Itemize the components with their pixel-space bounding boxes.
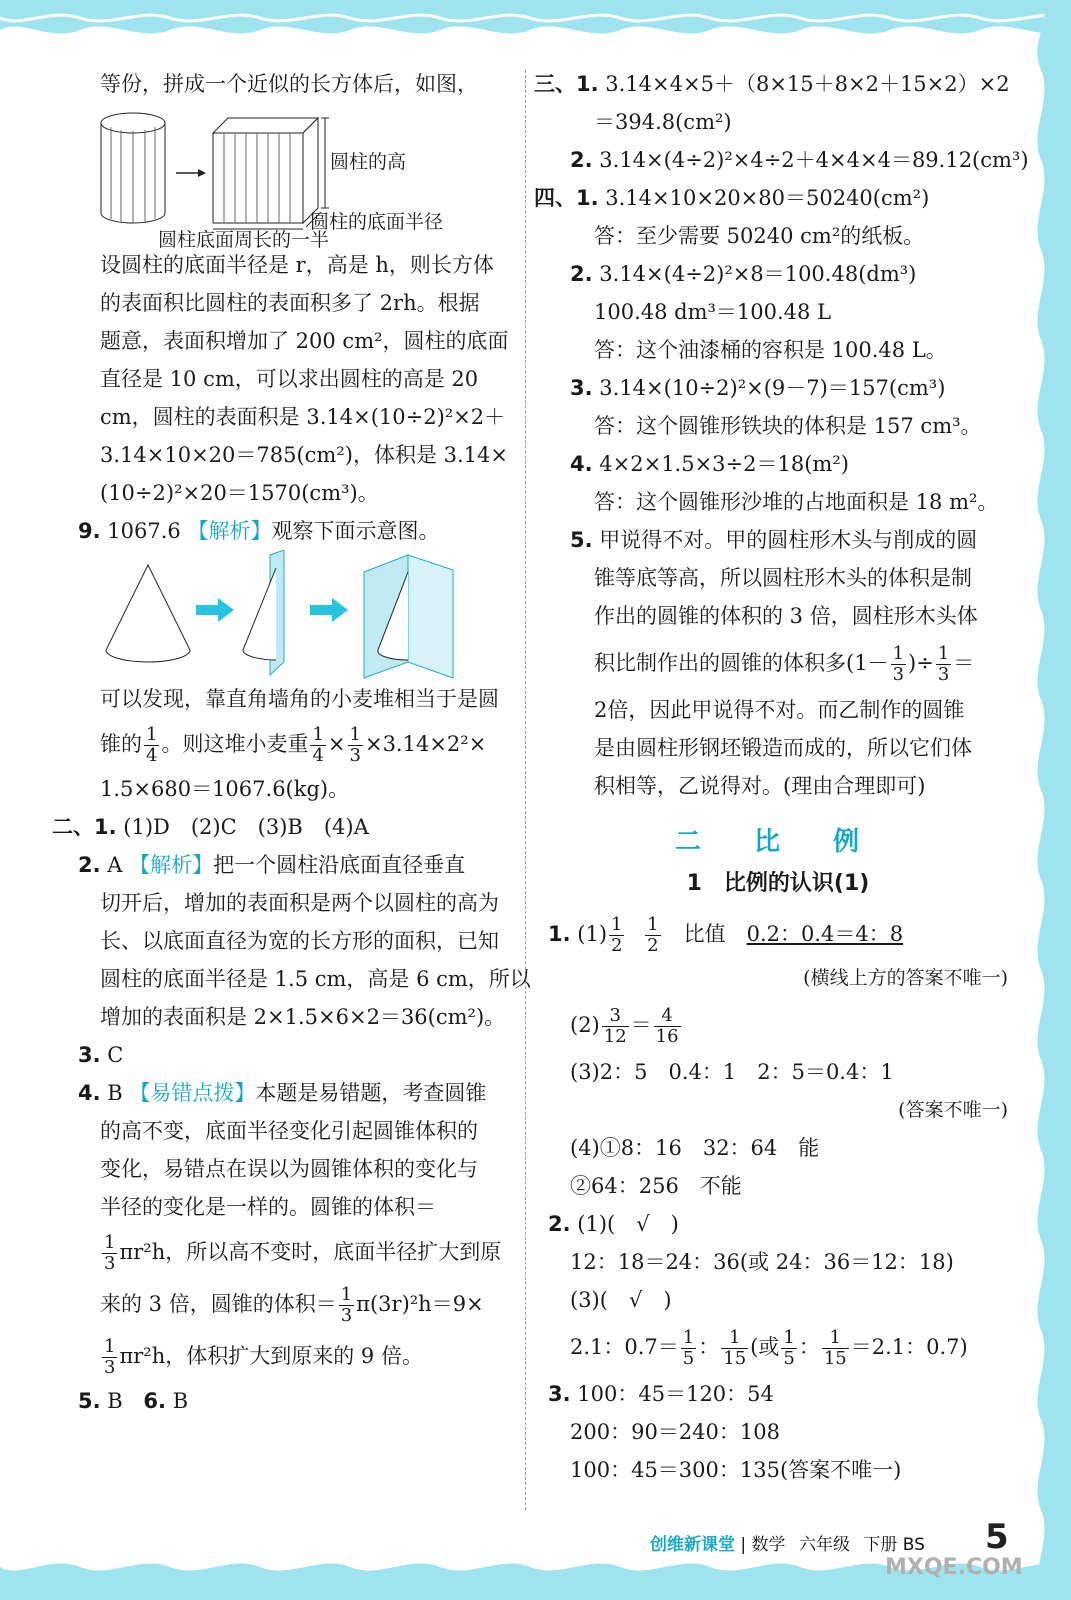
fraction-1-5-a xyxy=(681,1328,696,1369)
q9-text: 观察下面示意图。 xyxy=(271,519,440,543)
s2-q6-answer: B xyxy=(172,1389,189,1413)
page-number: 5 xyxy=(985,1517,1009,1557)
s4-q5 xyxy=(548,521,1008,559)
s2-q1-number: 二、1. xyxy=(52,815,117,839)
frac-num: 1 xyxy=(312,724,324,745)
s4-q2-text: 3.14×(4÷2)²×8＝100.48(dm³) xyxy=(599,262,917,286)
section-2-q3 xyxy=(78,1036,498,1074)
r-q1-4b: ②64：256 不能 xyxy=(570,1174,742,1198)
r-q2-number: 2. xyxy=(548,1212,571,1236)
s4-q5-line-3: 作出的圆锥的体积的 3 倍，圆柱形木头体 xyxy=(594,604,978,628)
frac-den: 5 xyxy=(783,1348,795,1369)
fraction-3-12 xyxy=(602,1006,629,1047)
s3-q1-number: 三、1. xyxy=(534,72,599,96)
frac-num: 1 xyxy=(892,643,905,664)
s4-q3 xyxy=(548,369,1008,407)
r-q2-3b xyxy=(548,1319,1008,1375)
frac-num: 1 xyxy=(721,1328,748,1349)
r-q3-c: 100：45＝300：135(答案不唯一) xyxy=(570,1458,902,1482)
frac-num: 1 xyxy=(104,1232,116,1253)
s2-q2-answer: A xyxy=(107,853,123,877)
frac-num: 1 xyxy=(349,724,361,745)
s2-q4-line-1: 的高不变，底面半径变化引起圆锥体积的 xyxy=(100,1119,478,1143)
s2-q2-text: 把一个圆柱沿底面直径垂直 xyxy=(213,853,466,877)
s2-q2-line-1: 切开后，增加的表面积是两个以圆柱的高为 xyxy=(100,891,499,915)
right-wave-border xyxy=(1011,0,1071,1600)
s4-q5-line-5: 2倍，因此甲说得不对。而乙制作的圆锥 xyxy=(594,698,965,722)
s2-q4-line-5-a: 来的 3 倍，圆锥的体积＝ xyxy=(100,1292,337,1316)
s2-q4-line-6-text: πr²h，体积扩大到原来的 9 倍。 xyxy=(119,1344,423,1368)
watermark: MXQE.COM xyxy=(885,1555,1023,1580)
fraction-4-16 xyxy=(654,1006,681,1047)
arrow-2 xyxy=(310,598,348,622)
s4-q5-text: 甲说得不对。甲的圆柱形木头与削成的圆 xyxy=(599,528,978,552)
footer-separator: | xyxy=(740,1535,747,1555)
r-q2-3b-colon: ： xyxy=(698,1335,720,1359)
s3-q2 xyxy=(548,141,1029,179)
cone-wall-svg xyxy=(78,550,498,680)
p2-line-1: 可以发现，靠直角墙角的小麦堆相当于是圆 xyxy=(100,687,499,711)
label-cylinder-height: 圆柱的高 xyxy=(330,151,407,173)
fraction-one-third-e xyxy=(891,644,906,685)
p1-line-3: 题意，表面积增加了 200 cm²，圆柱的底面 xyxy=(100,329,509,353)
s4-q5-line-4-a: 积比制作出的圆锥的体积多(1－ xyxy=(594,651,889,675)
s2-q4-text: 本题是易错题，考查圆锥 xyxy=(255,1081,487,1105)
frac-num: 1 xyxy=(611,914,623,935)
s2-q1-answer: (1)D (2)C (3)B (4)A xyxy=(123,815,369,839)
label-half-perimeter: 圆柱底面周长的一半 xyxy=(158,229,330,251)
cone-1 xyxy=(106,565,190,662)
frac-den: 3 xyxy=(892,664,905,685)
column-divider xyxy=(525,70,526,1510)
s2-q4-number: 4. xyxy=(78,1081,101,1105)
frac-den: 15 xyxy=(823,1348,847,1369)
frac-den: 3 xyxy=(937,664,950,685)
r-q1-note: (横线上方的答案不唯一) xyxy=(803,967,1008,989)
fraction-one-third xyxy=(348,725,363,766)
s2-q4-line-5-b: π(3r)²h＝9× xyxy=(356,1292,484,1316)
r-q2-3: (3)( √ ) xyxy=(570,1288,672,1312)
q9-analysis-tag: 【解析】 xyxy=(187,519,272,543)
footer-edition: BS xyxy=(902,1535,925,1555)
s3-q1-line-2: ＝394.8(cm²) xyxy=(594,110,732,134)
s2-q5-answer: B xyxy=(107,1389,123,1413)
p1-line-2: 的表面积比圆柱的表面积多了 2rh。根据 xyxy=(100,291,480,315)
s2-q4-line-2: 变化，易错点在误以为圆锥体积的变化与 xyxy=(100,1157,478,1181)
p2-text-b: 。则这堆小麦重 xyxy=(161,732,309,756)
s4-q1-answer: 答：至少需要 50240 cm²的纸板。 xyxy=(594,224,925,248)
fraction-one-quarter xyxy=(144,725,159,766)
p1-line-5: cm，圆柱的表面积是 3.14×(10÷2)²×2＋ xyxy=(100,405,506,429)
arrow-1 xyxy=(196,598,234,622)
s4-q5-line-4 xyxy=(548,635,1008,691)
frac-num: 3 xyxy=(602,1006,629,1027)
r-q1-number: 1. xyxy=(548,922,571,946)
frac-den: 12 xyxy=(603,1026,627,1047)
frac-den: 15 xyxy=(723,1348,747,1369)
p1-line-1: 设圆柱的底面半径是 r，高是 h，则长方体 xyxy=(100,253,494,277)
left-line-1: 等份，拼成一个近似的长方体后，如图， xyxy=(100,72,478,96)
s2-q2-line-4: 增加的表面积是 2×1.5×6×2＝36(cm²)。 xyxy=(100,1005,506,1029)
s2-q4-tag: 【易错点拨】 xyxy=(129,1081,256,1105)
question-9 xyxy=(78,512,498,550)
s3-q2-number: 2. xyxy=(570,148,593,172)
subtitle-ratio-intro: 1 比例的认识(1) xyxy=(686,871,870,896)
s4-q2 xyxy=(548,255,1008,293)
s2-q2-number: 2. xyxy=(78,853,101,877)
r-q2-1b: 12：18＝24：36(或 24：36＝12：18) xyxy=(570,1250,954,1274)
s2-q3-number: 3. xyxy=(78,1043,101,1067)
frac-den: 16 xyxy=(655,1026,679,1047)
top-wave-border xyxy=(0,0,1071,50)
cone-3-in-corner xyxy=(364,555,453,678)
left-column xyxy=(52,65,531,1420)
fraction-one-quarter-2 xyxy=(310,725,325,766)
s4-q5-line-4-c: ＝ xyxy=(953,651,975,675)
r-q3-b: 200：90＝240：108 xyxy=(570,1420,780,1444)
s4-q4-text: 4×2×1.5×3÷2＝18(m²) xyxy=(599,452,849,476)
frac-den: 3 xyxy=(340,1305,353,1326)
frac-num: 4 xyxy=(654,1006,681,1027)
r-q1-underlined-answer: 0.2：0.4＝4：8 xyxy=(746,922,904,946)
fraction-one-third-c xyxy=(339,1285,354,1326)
s2-q4-line-5 xyxy=(78,1278,498,1330)
s2-q5-number: 5. xyxy=(78,1389,101,1413)
s4-q5-line-2: 锥等底等高，所以圆柱形木头的体积是制 xyxy=(594,566,972,590)
frac-den: 3 xyxy=(104,1253,116,1274)
r-q2-3b-end: ＝2.1：0.7) xyxy=(850,1335,968,1359)
p2-times: × xyxy=(327,732,346,756)
cylinder-shape xyxy=(101,113,165,223)
section-2-q2 xyxy=(78,846,498,884)
paragraph-1 xyxy=(78,246,509,512)
p2-line-2 xyxy=(78,718,498,770)
frac-num: 1 xyxy=(146,724,158,745)
r-q2-3b-a: 2.1：0.7＝ xyxy=(570,1335,679,1359)
s4-q2-answer: 答：这个油漆桶的容积是 100.48 L。 xyxy=(594,338,947,362)
s4-q2-number: 2. xyxy=(570,262,593,286)
r-q3-a: 100：45＝120：54 xyxy=(577,1382,774,1406)
s2-q6-number: 6. xyxy=(143,1389,166,1413)
r-q3-1 xyxy=(548,1375,1008,1413)
page-footer xyxy=(650,1530,1010,1555)
frac-num: 1 xyxy=(937,643,950,664)
r-q1-2-part: (2) xyxy=(570,1013,600,1037)
frac-den: 2 xyxy=(647,935,659,956)
fraction-one-third-b xyxy=(102,1233,117,1274)
cylinder-to-cuboid-figure xyxy=(78,103,498,251)
s4-q1-text: 3.14×10×20×80＝50240(cm²) xyxy=(605,186,930,210)
fraction-one-third-f xyxy=(936,644,951,685)
s4-q2-line-2: 100.48 dm³＝100.48 L xyxy=(594,300,832,324)
frac-num: 1 xyxy=(647,914,659,935)
frac-den: 3 xyxy=(349,745,361,766)
s4-q4 xyxy=(548,445,1008,483)
s2-q4-line-6 xyxy=(78,1330,498,1382)
p1-line-6: 3.14×10×20＝785(cm²)，体积是 3.14× xyxy=(100,443,508,467)
frac-num: 1 xyxy=(104,1336,116,1357)
s4-q3-answer: 答：这个圆锥形铁块的体积是 157 cm³。 xyxy=(594,414,982,438)
frac-den: 4 xyxy=(312,745,324,766)
frac-den: 5 xyxy=(682,1348,695,1369)
s4-q1-number: 四、1. xyxy=(534,186,599,210)
r-q1-part: (1) xyxy=(577,922,608,946)
q9-number: 9. xyxy=(78,519,101,543)
s4-q5-line-6: 是由圆柱形钢坯锻造而成的，所以它们体 xyxy=(594,736,972,760)
p2-text-c: ×3.14×2²× xyxy=(364,732,487,756)
fraction-1-15-a xyxy=(721,1328,748,1369)
cone-2-with-wall xyxy=(243,550,284,675)
p1-line-4: 直径是 10 cm，可以求出圆柱的高是 20 xyxy=(100,367,479,391)
s2-q4-line-3: 半径的变化是一样的。圆锥的体积＝ xyxy=(100,1195,436,1219)
p2-line-3: 1.5×680＝1067.6(kg)。 xyxy=(100,777,350,801)
section-2-q1 xyxy=(52,808,498,846)
s4-q4-number: 4. xyxy=(570,452,593,476)
s4-q4-answer: 答：这个圆锥形沙堆的占地面积是 18 m²。 xyxy=(594,490,999,514)
s2-q4-line-4 xyxy=(78,1226,502,1278)
r-q1-1 xyxy=(548,909,1008,959)
s3-q1-text: 3.14×4×5＋（8×15＋8×2＋15×2）×2 xyxy=(605,72,1010,96)
fraction-one-half-a xyxy=(609,915,624,956)
s4-q5-line-7: 积相等，乙说得对。(理由合理即可) xyxy=(594,774,926,798)
r-q2-1 xyxy=(548,1205,1008,1243)
r-q1-3-note: (答案不唯一) xyxy=(898,1099,1008,1121)
p2-text-a: 锥的 xyxy=(100,732,142,756)
r-q1-2 xyxy=(548,997,1008,1053)
s4-q3-text: 3.14×(10÷2)²×(9－7)＝157(cm³) xyxy=(599,376,946,400)
s2-q2-line-2: 长、以底面直径为宽的长方形的面积，已知 xyxy=(100,929,499,953)
r-q2-3b-or: (或 xyxy=(750,1335,780,1359)
s2-q4-line-4-text: πr²h，所以高不变时，底面半径扩大到原 xyxy=(119,1240,502,1264)
r-q1-2-eq: ＝ xyxy=(630,1013,652,1037)
s2-q2-tag: 【解析】 xyxy=(129,853,214,877)
frac-num: 1 xyxy=(783,1327,795,1348)
frac-den: 4 xyxy=(146,745,158,766)
r-q2-3b-colon-2: ： xyxy=(798,1335,820,1359)
s4-q5-line-4-b: )÷ xyxy=(908,651,934,675)
section-2-q4 xyxy=(78,1074,498,1112)
right-column xyxy=(534,65,1029,1489)
frac-num: 1 xyxy=(822,1328,849,1349)
p1-line-7: (10÷2)²×20＝1570(cm³)。 xyxy=(100,481,379,505)
s4-q1 xyxy=(534,179,1008,217)
footer-brand: 创维新课堂 xyxy=(650,1535,735,1555)
frac-num: 1 xyxy=(340,1284,353,1305)
footer-grade: 六年级 xyxy=(798,1535,850,1555)
s4-q3-number: 3. xyxy=(570,376,593,400)
cone-wall-figure xyxy=(78,550,498,680)
fraction-one-half-b xyxy=(645,915,660,956)
s2-q4-answer: B xyxy=(107,1081,123,1105)
section-2-q5-q6 xyxy=(78,1382,498,1420)
footer-subject: 数学 xyxy=(751,1535,786,1555)
s2-q3-answer: C xyxy=(107,1043,124,1067)
footer-term: 下册 xyxy=(863,1535,898,1555)
s4-q5-number: 5. xyxy=(570,528,593,552)
r-q1-3: (3)2：5 0.4：1 2：5＝0.4：1 xyxy=(570,1060,894,1084)
r-q1-ratio-label: 比值 xyxy=(662,922,747,946)
fraction-1-5-b xyxy=(781,1328,796,1369)
frac-den: 2 xyxy=(611,935,623,956)
fraction-1-15-b xyxy=(822,1328,849,1369)
r-q2-1-text: (1)( √ ) xyxy=(577,1212,679,1236)
fraction-one-third-d xyxy=(102,1337,117,1378)
s3-q2-text: 3.14×(4÷2)²×4÷2＋4×4×4＝89.12(cm³) xyxy=(599,148,1029,172)
section-title-ratio: 二 比 例 xyxy=(674,827,882,857)
s2-q2-line-3: 圆柱的底面半径是 1.5 cm，高是 6 cm，所以 xyxy=(100,967,531,991)
frac-num: 1 xyxy=(682,1327,695,1348)
r-q3-number: 3. xyxy=(548,1382,571,1406)
frac-den: 3 xyxy=(104,1357,116,1378)
arrow-shape xyxy=(176,169,206,177)
label-cylinder-radius: 圆柱的底面半径 xyxy=(310,211,444,233)
q9-answer: 1067.6 xyxy=(107,519,181,543)
s3-q1 xyxy=(534,65,1008,103)
r-q1-4: (4)①8：16 32：64 能 xyxy=(570,1136,820,1160)
